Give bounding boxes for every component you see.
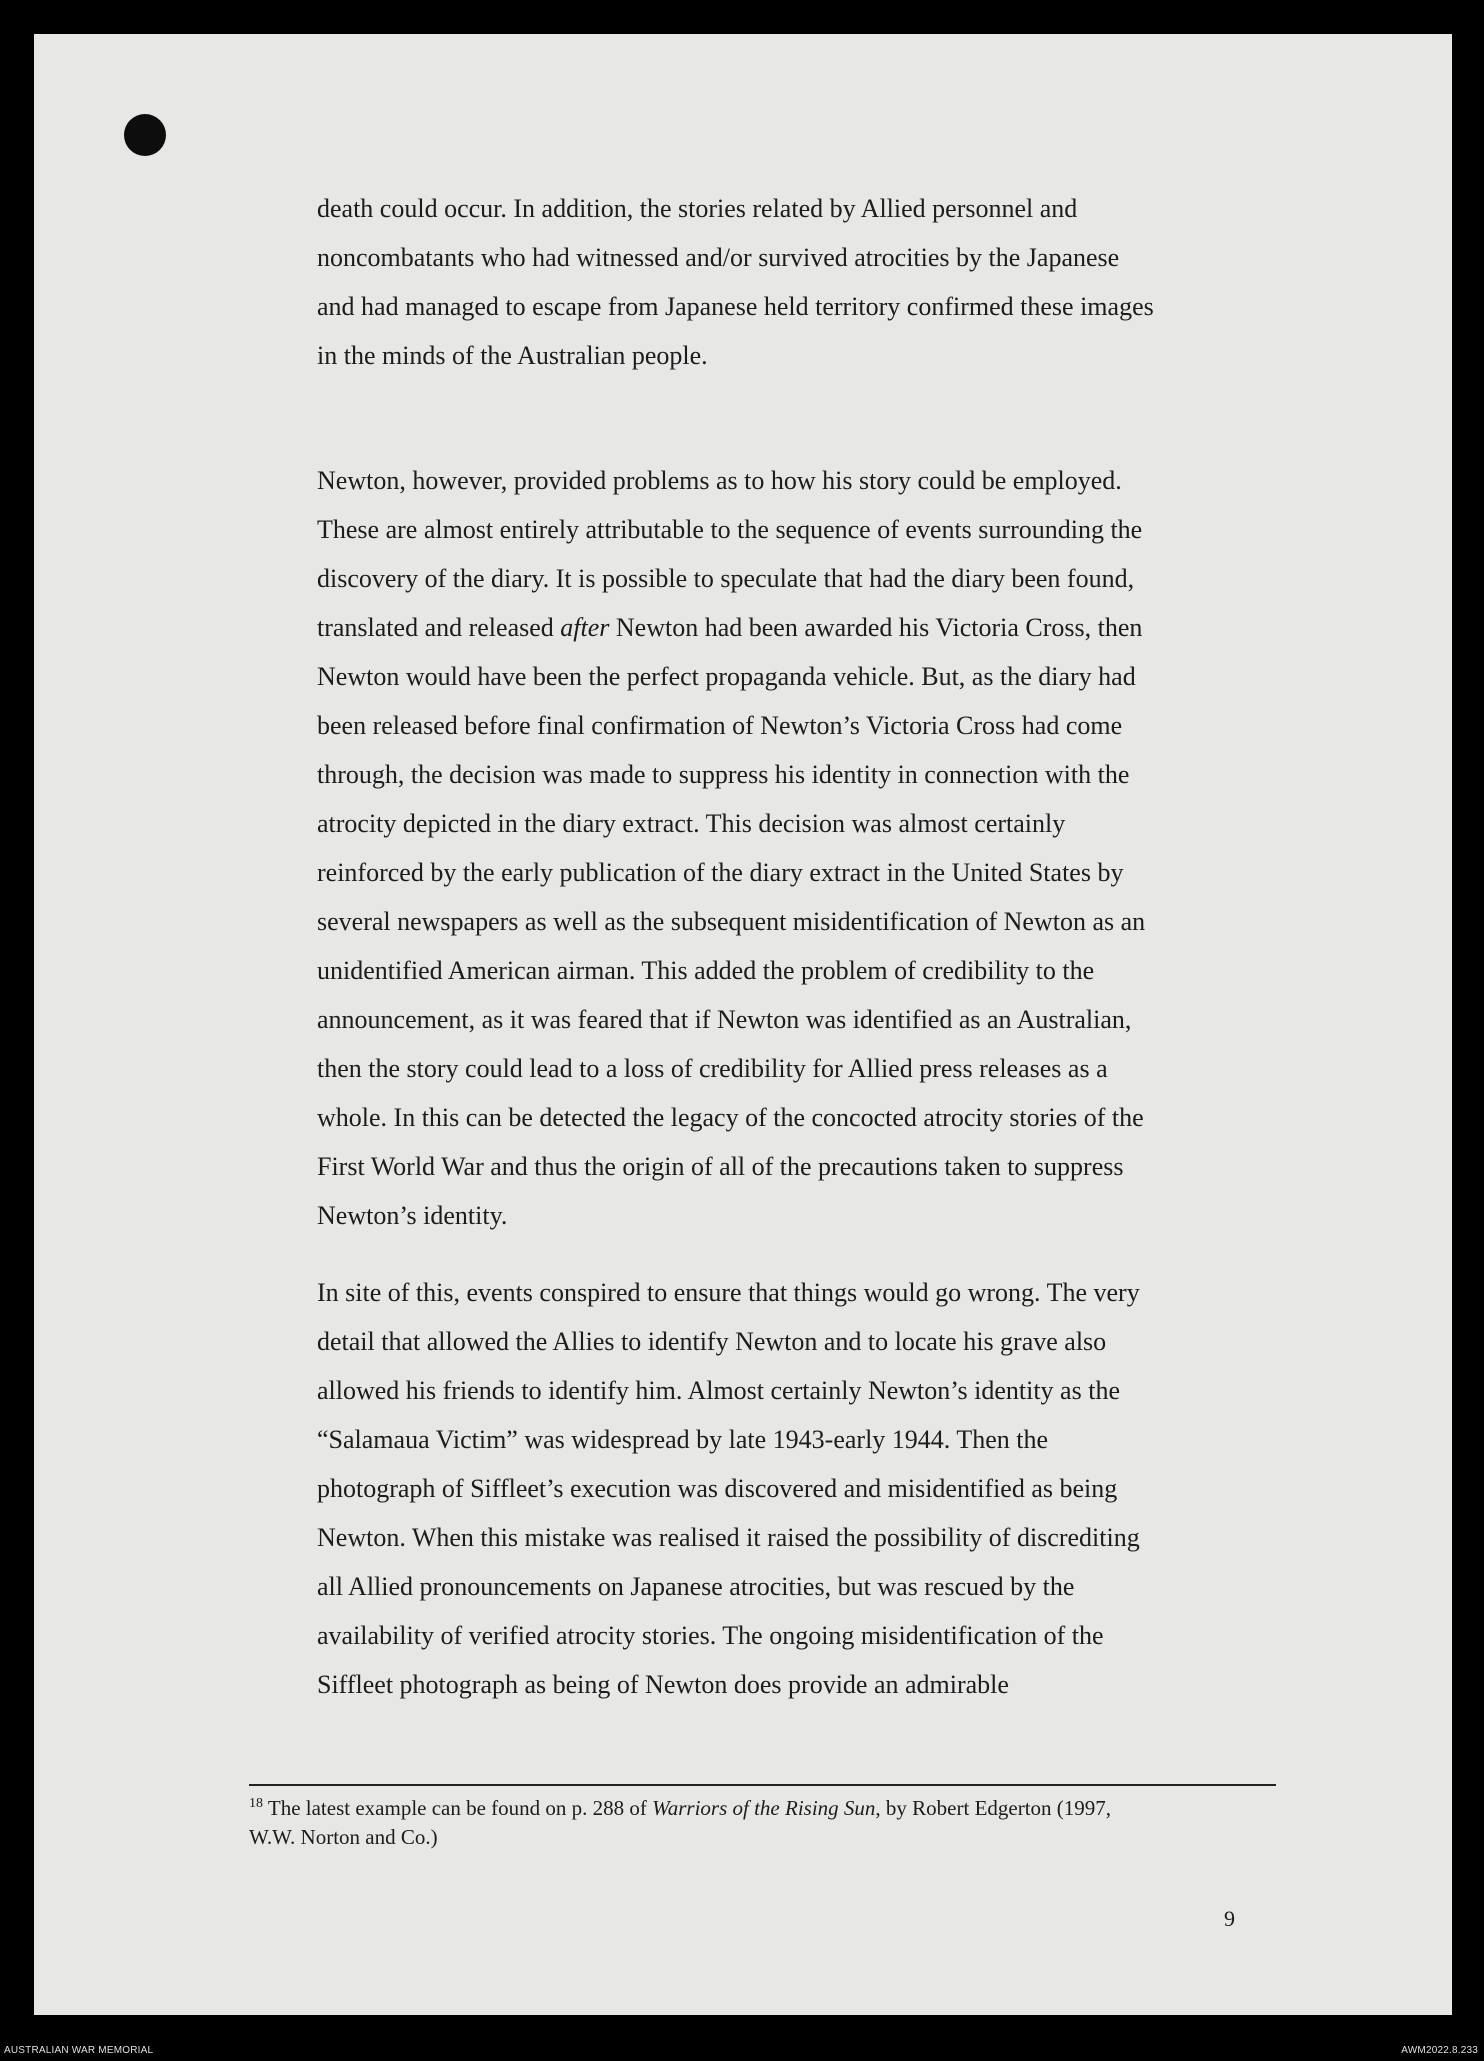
- text-line: atrocity depicted in the diary extract. This decision was almost certainly: [317, 809, 1066, 838]
- text-segment: , by Robert Edgerton (1997,: [875, 1796, 1112, 1820]
- text-line: unidentified American airman. This added the problem of credibility to the: [317, 956, 1095, 985]
- paragraph-1: [317, 184, 1277, 380]
- punch-hole-mark: [124, 114, 166, 156]
- text-line-with-italic: [317, 603, 1277, 652]
- text-line: whole. In this can be detected the legacy of the concocted atrocity stories of the: [317, 1103, 1144, 1132]
- text-line: Newton’s identity.: [317, 1201, 508, 1230]
- text-line: Newton, however, provided problems as to how his story could be employed.: [317, 466, 1122, 495]
- footnote-line-1: [249, 1794, 1289, 1823]
- paragraph-3: [317, 1268, 1277, 1709]
- page-number: 9: [1224, 1906, 1235, 1931]
- text-line: Newton. When this mistake was realised it raised the possibility of discrediting: [317, 1523, 1140, 1552]
- text-segment: translated and released: [317, 613, 561, 642]
- footnote-divider: [249, 1784, 1276, 1786]
- text-line: several newspapers as well as the subsequent misidentification of Newton as an: [317, 907, 1146, 936]
- text-line: in the minds of the Australian people.: [317, 341, 708, 370]
- archive-label: AUSTRALIAN WAR MEMORIAL: [4, 2045, 154, 2056]
- text-line: and had managed to escape from Japanese held territory confirmed these images: [317, 292, 1154, 321]
- text-line: In site of this, events conspired to ensure that things would go wrong. The very: [317, 1278, 1140, 1307]
- text-line: been released before final confirmation of Newton’s Victoria Cross had come: [317, 711, 1123, 740]
- text-line: These are almost entirely attributable to the sequence of events surrounding the: [317, 515, 1143, 544]
- text-line: death could occur. In addition, the stories related by Allied personnel and: [317, 194, 1078, 223]
- accession-number: AWM2022.8.233: [1401, 2045, 1478, 2056]
- text-line: reinforced by the early publication of the diary extract in the United States by: [317, 858, 1124, 887]
- footnote: [249, 1794, 1289, 1852]
- text-line: Newton would have been the perfect propaganda vehicle. But, as the diary had: [317, 662, 1136, 691]
- text-line: through, the decision was made to suppress his identity in connection with the: [317, 760, 1130, 789]
- footnote-line-2: W.W. Norton and Co.): [249, 1825, 438, 1849]
- text-line: allowed his friends to identify him. Almost certainly Newton’s identity as the: [317, 1376, 1120, 1405]
- text-segment: Newton had been awarded his Victoria Cross, then: [609, 613, 1143, 642]
- text-line: First World War and thus the origin of all of the precautions taken to suppress: [317, 1152, 1124, 1181]
- text-line: announcement, as it was feared that if Newton was identified as an Australian,: [317, 1005, 1132, 1034]
- text-line: photograph of Siffleet’s execution was discovered and misidentified as being: [317, 1474, 1118, 1503]
- italic-word: after: [560, 613, 610, 642]
- text-line: discovery of the diary. It is possible to speculate that had the diary been found,: [317, 564, 1135, 593]
- footnote-marker: 18: [249, 1796, 263, 1811]
- paragraph-2: [317, 456, 1277, 1240]
- text-line: all Allied pronouncements on Japanese atrocities, but was rescued by the: [317, 1572, 1075, 1601]
- text-line: detail that allowed the Allies to identify Newton and to locate his grave also: [317, 1327, 1107, 1356]
- book-title: Warriors of the Rising Sun: [652, 1796, 876, 1820]
- document-page: [34, 34, 1452, 2015]
- text-line: noncombatants who had witnessed and/or survived atrocities by the Japanese: [317, 243, 1120, 272]
- text-line: then the story could lead to a loss of credibility for Allied press releases as a: [317, 1054, 1108, 1083]
- text-segment: The latest example can be found on p. 288 of: [263, 1796, 653, 1820]
- text-line: “Salamaua Victim” was widespread by late 1943-early 1944. Then the: [317, 1425, 1049, 1454]
- text-line: Siffleet photograph as being of Newton does provide an admirable: [317, 1670, 1009, 1699]
- text-line: availability of verified atrocity stories. The ongoing misidentification of the: [317, 1621, 1104, 1650]
